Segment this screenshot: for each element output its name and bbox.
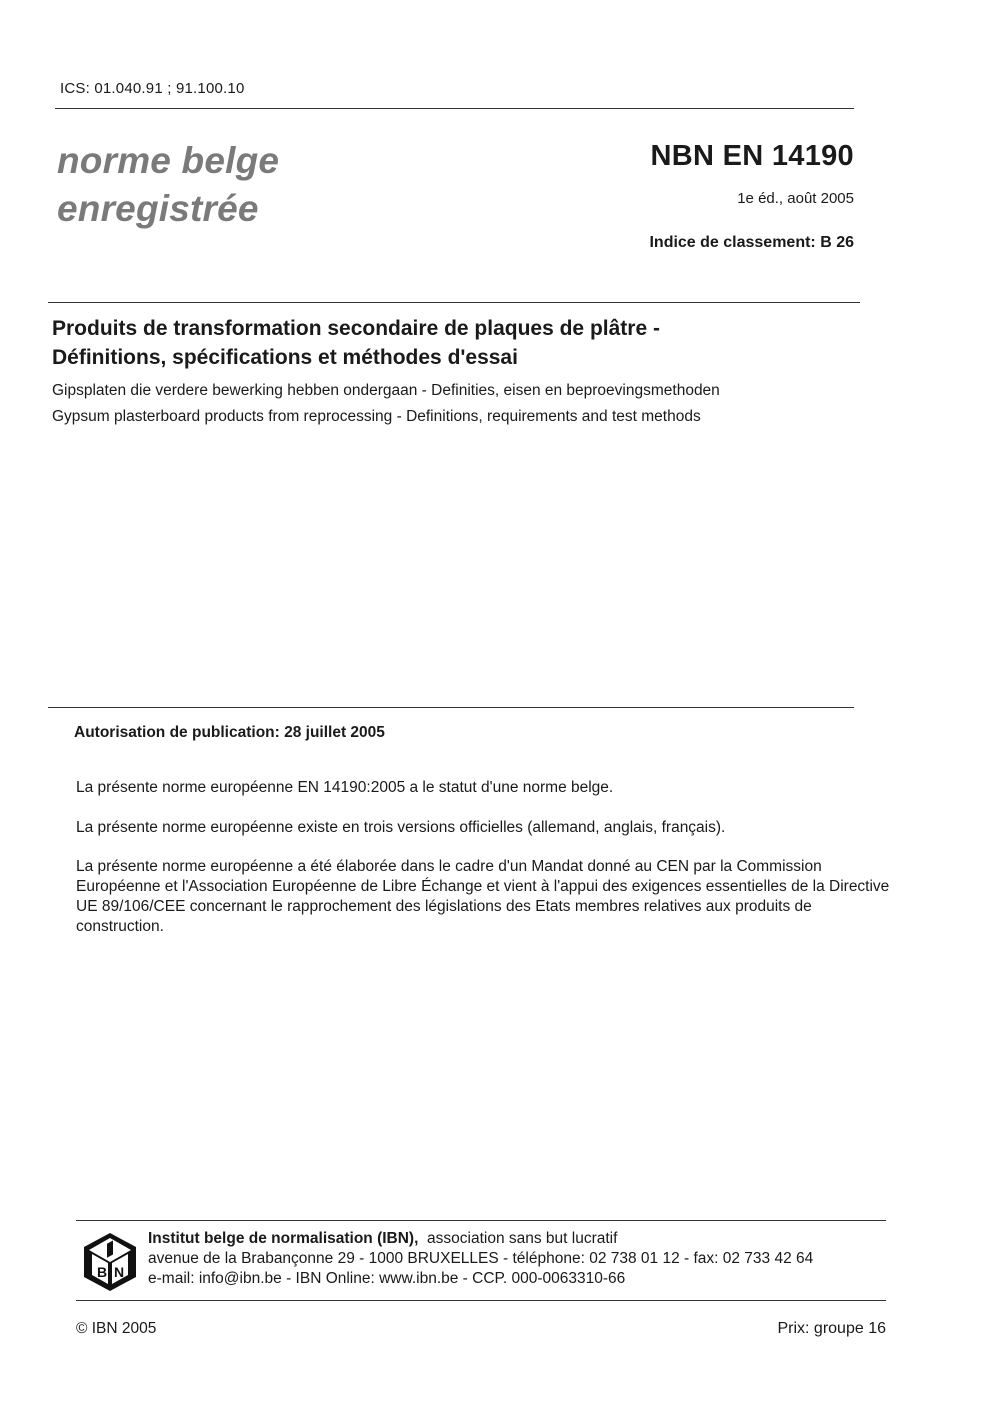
publication-authorization: Autorisation de publication: 28 juillet 2005 bbox=[74, 724, 385, 741]
copyright: © IBN 2005 bbox=[76, 1320, 157, 1337]
footer-bottom-divider bbox=[76, 1300, 886, 1301]
institute-header bbox=[148, 1229, 813, 1249]
title-dutch: Gipsplaten die verdere bewerking hebben ondergaan - Definities, eisen en beproevingsmethoden bbox=[52, 382, 720, 399]
classification-index: Indice de classement: B 26 bbox=[649, 234, 854, 251]
paragraph-mandate: La présente norme européenne a été élaborée dans le cadre d'un Mandat donné au CEN par la Commission Européenne et l'Association Européenne de Libre Échange et vient à l'appui des exigences essentielles de la Directive UE 89/106/CEE concernant le rapprochement des législations des Etats membres relatives aux produits de construction. bbox=[76, 858, 890, 935]
title-divider bbox=[48, 302, 860, 303]
footer-top-divider bbox=[76, 1220, 886, 1221]
edition-date: 1e éd., août 2005 bbox=[737, 190, 854, 207]
body-divider bbox=[48, 707, 854, 708]
title-french-line-2: Définitions, spécifications et méthodes d'essai bbox=[52, 346, 518, 369]
ics-code: ICS: 01.040.91 ; 91.100.10 bbox=[60, 80, 245, 97]
title-english: Gypsum plasterboard products from reprocessing - Definitions, requirements and test methods bbox=[52, 408, 701, 425]
institute-address: avenue de la Brabançonne 29 - 1000 BRUXELLES - téléphone: 02 738 01 12 - fax: 02 733 42 64 bbox=[148, 1250, 814, 1267]
title-french bbox=[52, 314, 872, 372]
brand-line-1: norme belge bbox=[57, 140, 280, 181]
price-group: Prix: groupe 16 bbox=[777, 1320, 886, 1337]
institute-block bbox=[148, 1229, 813, 1289]
institute-contact: e-mail: info@ibn.be - IBN Online: www.ibn.be - CCP. 000-0063310-66 bbox=[148, 1270, 626, 1287]
paragraph-status: La présente norme européenne EN 14190:2005 a le statut d'une norme belge. bbox=[76, 779, 614, 796]
svg-text:N: N bbox=[114, 1264, 125, 1280]
institute-description: association sans but lucratif bbox=[427, 1230, 618, 1247]
ibn-logo-icon bbox=[82, 1232, 138, 1292]
brand-line-2: enregistrée bbox=[57, 188, 259, 229]
header-divider bbox=[55, 108, 854, 109]
paragraph-versions: La présente norme européenne existe en trois versions officielles (allemand, anglais, français). bbox=[76, 819, 726, 836]
svg-text:B: B bbox=[97, 1264, 108, 1280]
institute-name: Institut belge de normalisation (IBN), bbox=[148, 1230, 419, 1247]
title-french-line-1: Produits de transformation secondaire de plaques de plâtre - bbox=[52, 317, 660, 340]
standard-number: NBN EN 14190 bbox=[650, 140, 854, 172]
